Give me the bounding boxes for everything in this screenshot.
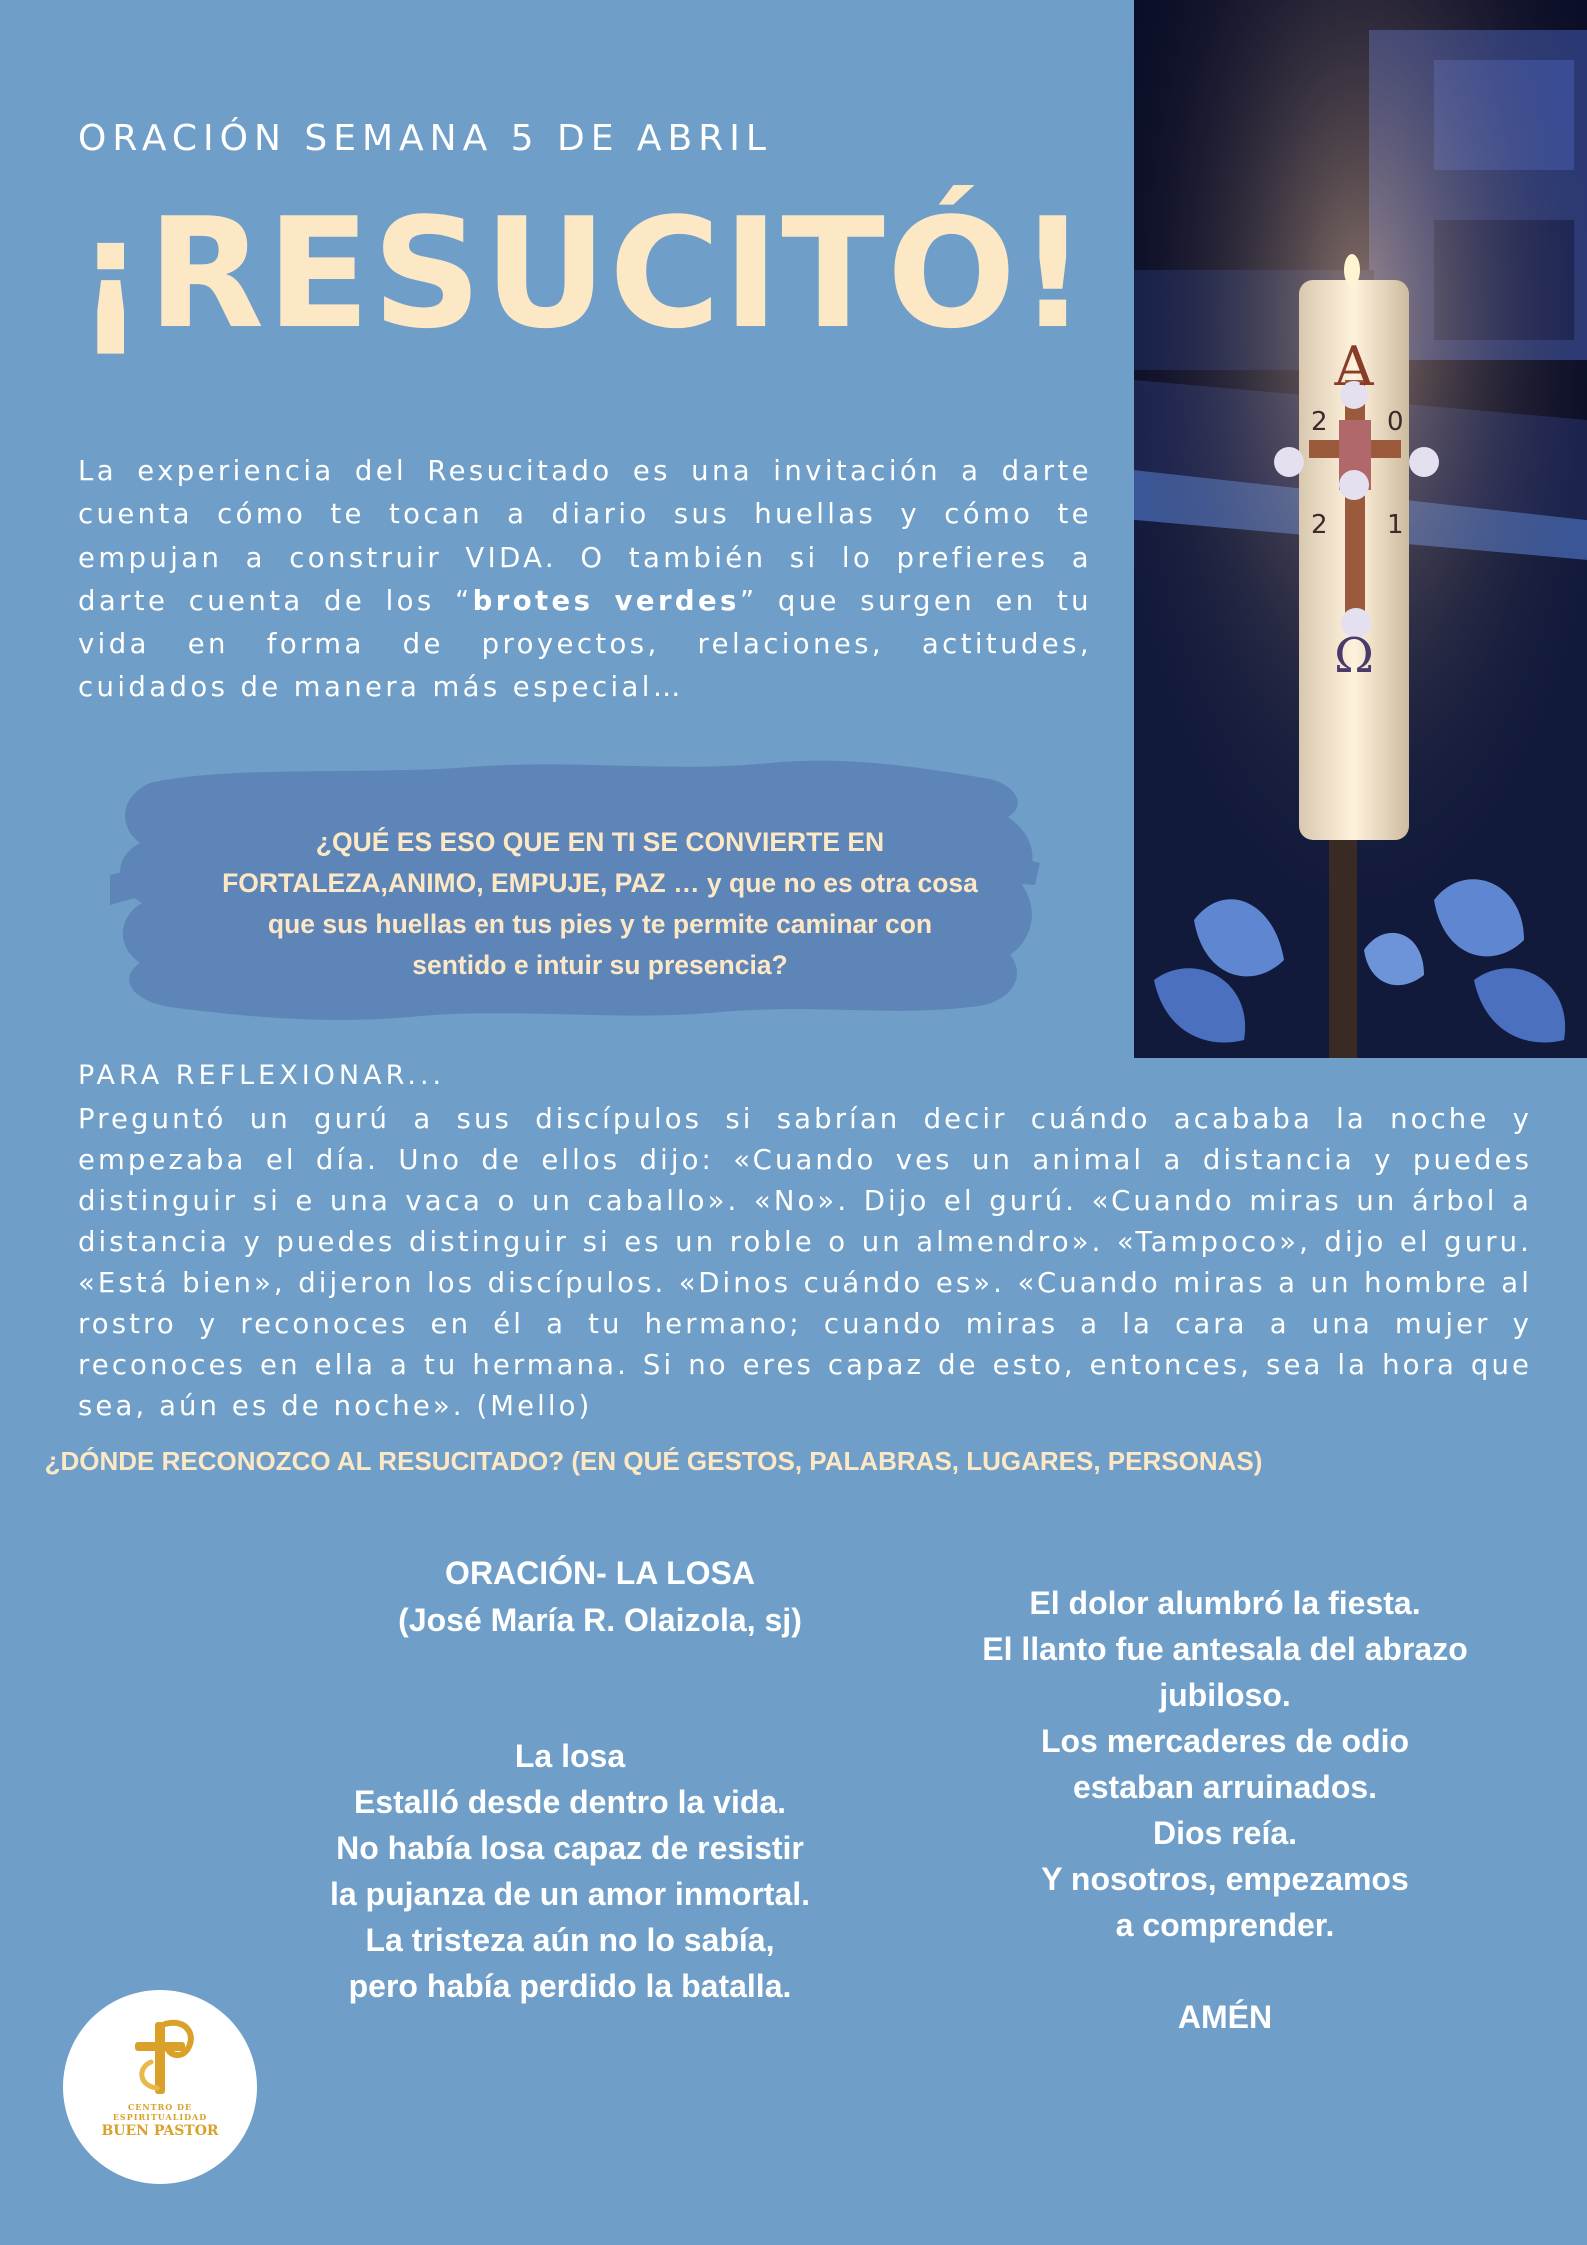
paschal-candle-photo	[1134, 0, 1587, 1058]
callout-question	[170, 822, 1030, 986]
year-digit: 1	[1387, 510, 1404, 540]
cross-staff-icon	[63, 1990, 257, 2184]
prayer-line: pero había perdido la batalla.	[348, 1968, 792, 2004]
callout-line: FORTALEZA,ANIMO, EMPUJE, PAZ … y que no es otra cosa	[222, 868, 978, 898]
reflexion-story: Preguntó un gurú a sus discípulos si sabrían decir cuándo acababa la noche y empezaba el día. Uno de ellos dijo: «Cuando ves un animal a distancia y puedes distinguir si e una vaca o un caballo». «No». Dijo el gurú. «Cuando miras un árbol a distancia y puedes distinguir si es un roble o un almendro». «Tampoco», dijo el guru. «Está bien», dijeron los discípulos. «Dinos cuándo es». «Cuando miras a un hombre al rostro y reconoces en él a tu hermano; cuando miras a la cara a una mujer y reconoces en ella a tu hermana. Si no eres capaz de esto, entonces, sea la hora que sea, aún es de noche». (Mello)	[78, 1103, 1532, 1422]
prayer-line: la pujanza de un amor inmortal.	[329, 1876, 811, 1912]
intro-text-end: ” que surgen en tu vida en forma de proyectos, relaciones, actitudes, cuidados de manera más especial…	[78, 584, 1092, 704]
prayer-line: Los mercaderes de odio	[1040, 1723, 1410, 1759]
prayer-line: No había losa capaz de resistir	[336, 1830, 804, 1866]
reflexion-question-text: ¿DÓNDE RECONOZCO AL RESUCITADO? (EN QUÉ GESTOS, PALABRAS, LUGARES, PERSONAS)	[44, 1446, 1263, 1476]
prayer-stanza-right	[925, 1580, 1525, 2040]
logo-line: BUEN PASTOR	[101, 2123, 219, 2139]
year-digit: 2	[1311, 407, 1328, 437]
logo-caption	[63, 2102, 257, 2140]
callout-line: que sus huellas en tus pies y te permite caminar con	[267, 909, 933, 939]
prayer-closing: AMÉN	[1177, 1999, 1273, 2035]
buen-pastor-logo	[63, 1990, 257, 2184]
prayer-line: a comprender.	[1115, 1907, 1335, 1943]
reflexion-heading: PARA REFLEXIONAR...	[78, 1060, 446, 1091]
prayer-line: estaban arruinados.	[1072, 1769, 1378, 1805]
prayer-line: jubiloso.	[1159, 1677, 1291, 1713]
prayer-line: El dolor alumbró la fiesta.	[1029, 1585, 1421, 1621]
page-title: ¡RESUCITÓ!	[76, 185, 1090, 362]
omega-symbol: Ω	[1334, 628, 1374, 684]
alpha-symbol: A	[1334, 335, 1374, 398]
page-subtitle: ORACIÓN SEMANA 5 DE ABRIL	[78, 118, 772, 159]
logo-line: CENTRO DE	[127, 2102, 193, 2112]
intro-text-start: La experiencia del Resucitado es una invitación a darte cuenta cómo te tocan a diario sus huellas y cómo te empujan a construir VIDA. O también si lo prefieres a darte cuenta de los “	[78, 455, 1092, 617]
prayer-line: La losa	[514, 1738, 626, 1774]
intro-bold-text: brotes verdes	[472, 584, 740, 617]
callout-line: sentido e intuir su presencia?	[412, 950, 788, 980]
logo-line: ESPIRITUALIDAD	[112, 2112, 208, 2122]
stanza-spacer	[925, 1948, 1525, 1994]
prayer-line: Estalló desde dentro la vida.	[353, 1784, 787, 1820]
reflexion-question	[0, 1446, 1587, 1477]
prayer-line: El llanto fue antesala del abrazo	[982, 1631, 1468, 1667]
prayer-line: La tristeza aún no lo sabía,	[365, 1922, 775, 1958]
prayer-title: ORACIÓN- LA LOSA	[445, 1555, 755, 1591]
year-digit: 0	[1387, 407, 1404, 437]
prayer-line: Dios reía.	[1152, 1815, 1298, 1851]
candle-illustration	[1134, 0, 1587, 1058]
callout-line: ¿QUÉ ES ESO QUE EN TI SE CONVIERTE EN	[315, 827, 885, 857]
prayer-author: (José María R. Olaizola, sj)	[398, 1602, 802, 1638]
prayer-line: Y nosotros, empezamos	[1041, 1861, 1409, 1897]
prayer-heading	[300, 1550, 900, 1644]
year-digit: 2	[1311, 510, 1328, 540]
prayer-stanza-left	[270, 1733, 870, 2009]
intro-paragraph	[78, 450, 1092, 710]
